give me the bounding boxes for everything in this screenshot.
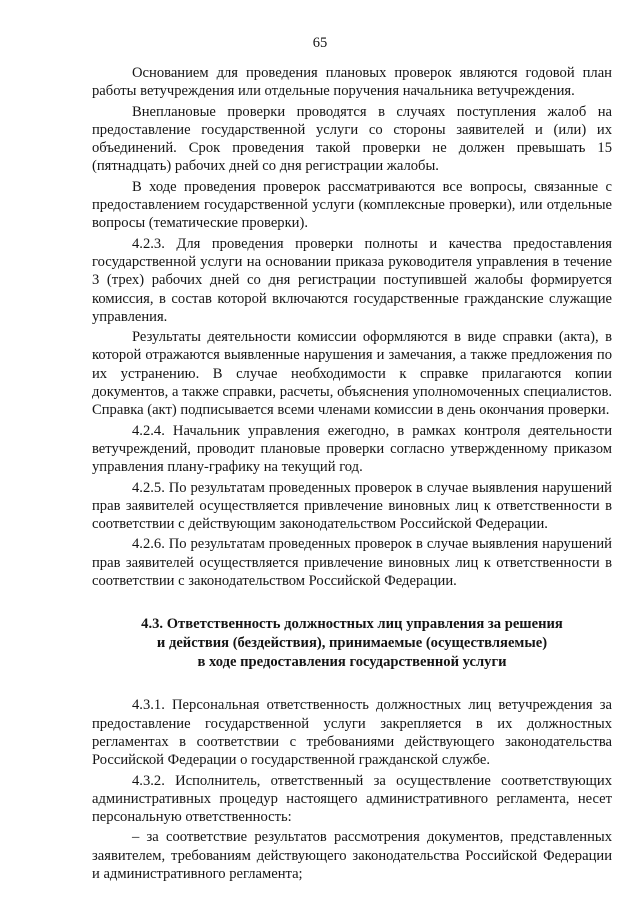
paragraph: Результаты деятельности комиссии оформляются в виде справки (акта), в которой отражаются выявленные нарушения и замечания, а также предложения по их устранению. В случае необходимости к справке прилагаются копии документов, а также справки, расчеты, объяснения уполномоченных специалистов. Справка (акт) подписывается всеми членами комиссии в день окончания проверки. [92,329,612,419]
paragraph: Основанием для проведения плановых проверок являются годовой план работы ветучреждения или отдельные поручения начальника ветучреждения. [92,65,612,100]
document-body [92,64,612,883]
paragraph: В ходе проведения проверок рассматриваются все вопросы, связанные с предоставлением государственной услуги (комплексные проверки), или отдельные вопросы (тематические проверки). [92,178,612,232]
paragraph: 4.2.3. Для проведения проверки полноты и качества предоставления государственной услуги на основании приказа руководителя управления в течение 3 (трех) рабочих дней со дня регистрации поступившей жалобы формируется комиссия, в состав которой включаются государственные гражданские служащие управления. [92,235,612,325]
page-number: 65 [312,35,328,51]
section-heading-line: и действия (бездействия), принимаемые (осуществляемые) [156,635,548,652]
section-heading [92,615,612,672]
paragraph: 4.2.6. По результатам проведенных проверок в случае выявления нарушений прав заявителей осуществляется привлечение виновных лиц к ответственности в соответствии с законодательством Российской Федерации. [92,536,612,590]
paragraph: 4.3.1. Персональная ответственность должностных лиц ветучреждения за предоставление государственной услуги закрепляется в их должностных регламентах в соответствии с требованиями действующего законодательства Российской Федерации о государственной гражданской службе. [92,697,612,769]
section-heading-line: 4.3. Ответственность должностных лиц управления за решения [141,616,563,633]
list-item: – за соответствие результатов рассмотрения документов, представленных заявителем, требованиям действующего законодательства Российской Федерации и административного регламента; [92,829,612,882]
section-heading-line: в ходе предоставления государственной услуги [197,654,507,671]
paragraph: 4.3.2. Исполнитель, ответственный за осуществление соответствующих административных процедур настоящего административного регламента, несет персональную ответственность: [92,772,612,826]
paragraph: 4.2.4. Начальник управления ежегодно, в рамках контроля деятельности ветучреждений, проводит плановые проверки согласно утвержденному приказом управления плану-графику на текущий год. [92,422,612,476]
paragraph: Внеплановые проверки проводятся в случаях поступления жалоб на предоставление государственной услуги со стороны заявителей и (или) их объединений. Срок проведения такой проверки не должен превышать 15 (пятнадцать) рабочих дней со дня регистрации жалобы. [92,103,612,175]
paragraph: 4.2.5. По результатам проведенных проверок в случае выявления нарушений прав заявителей осуществляется привлечение виновных лиц к ответственности в соответствии с действующим законодательством Российской Федерации. [92,479,612,533]
